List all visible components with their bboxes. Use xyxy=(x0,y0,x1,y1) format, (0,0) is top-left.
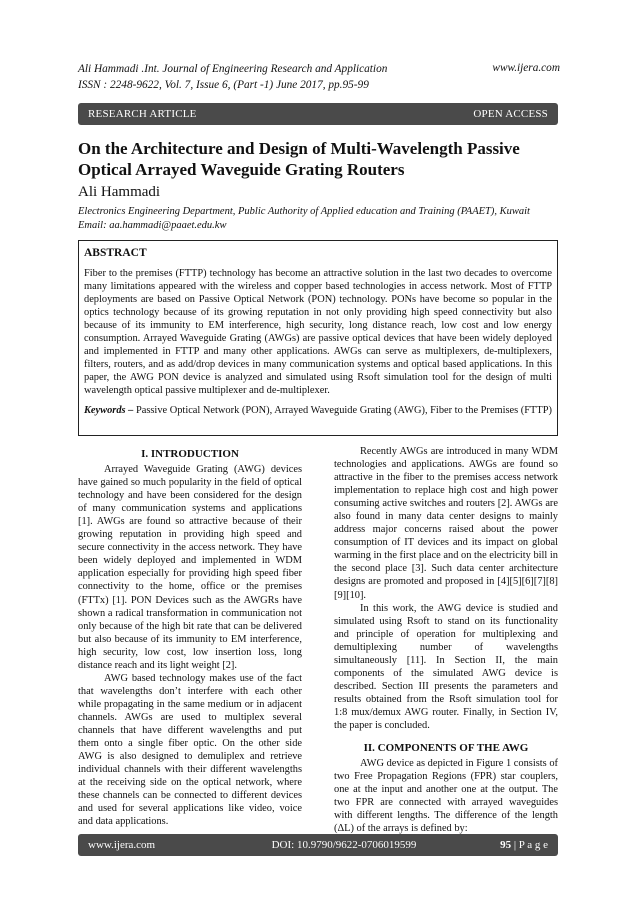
page-label: | P a g e xyxy=(511,839,548,851)
abstract-body: Fiber to the premises (FTTP) technology has become an attractive solution in the last two decades to overcome many limitations appeared with the wireless and copper based technologies in access network. Most of FTTP deployments are based on Passive Optical Network (PON) technology. PONs have become so popular in the optics technology because of its growing reputation in not only providing high speed connectivity but also because of its immunity to EM interference, high security, long distance reach, low cost and low energy consumption. Arrayed Waveguide Grating (AWGs) are passive optical devices that have been widely deployed and implemented in FTTP and many other applications. AWGs can serve as multiplexers, de-multiplexers, filters, routers, and as add/drop devices in many communication systems and optical based applications. In this paper, the AWG PON device is analyzed and simulated using Rsoft simulation tool for the design of multi wavelength optical passive multiplexer and de-multiplexer. xyxy=(84,268,552,396)
page-number xyxy=(500,839,548,851)
paragraph: Recently AWGs are introduced in many WDM technologies and applications. AWGs are found so attractive in the fiber to the premises access network implementation to replace high cost and high power consuming active switches and routers [2]. AWGs are also found in many data center designs to mainly address major concerns raised about the power consumption of IT devices and its impact on global warming in the first place and on the electricity bill in the second place [3]. Such data center architecture designs are promoted and proposed in [4][5][6][7][8][9][10]. xyxy=(334,446,558,601)
paragraph: AWG device as depicted in Figure 1 consists of two Free Propagation Regions (FPR) star couplers, one at the input and another one at the output. The two FPR are connected with arrayed waveguides with different lengths. The difference of the length (ΔL) of the arrays is defined by: xyxy=(334,758,558,835)
left-column xyxy=(78,445,302,828)
author-affiliation xyxy=(78,205,558,232)
abstract-heading: ABSTRACT xyxy=(84,247,147,259)
keywords-list: Passive Optical Network (PON), Arrayed Waveguide Grating (AWG), Fiber to the Premises (FTTP) xyxy=(133,405,552,416)
keywords-label: Keywords – xyxy=(84,405,134,416)
page-number-value: 95 xyxy=(500,839,512,851)
journal-citation: Ali Hammadi .Int. Journal of Engineering Research and Application xyxy=(78,63,388,75)
journal-header xyxy=(78,62,387,93)
journal-issn: ISSN : 2248-9622, Vol. 7, Issue 6, (Part -1) June 2017, pp.95-99 xyxy=(78,78,369,91)
right-column xyxy=(334,445,558,835)
article-type-banner xyxy=(78,103,558,125)
section-heading-components: II. COMPONENTS OF THE AWG xyxy=(363,742,529,755)
paragraph: AWG based technology makes use of the fact that wavelengths don’t interfere with each other while propagating in the same medium or in adjacent channels. AWGs are used to multiplex several channels that have different wavelengths and put them onto a single fiber optic. On the other side AWG is also designed to demuliplex and retrieve individual channels with their different wavelengths at the receiving side on the optical network, where these channels can be connected to different devices and used for several applications like video, voice and data applications. xyxy=(78,672,302,828)
open-access-label: OPEN ACCESS xyxy=(473,108,548,120)
paragraph: In this work, the AWG device is studied and simulated using Rsoft to stand on its functionality and principle of operation for multiplexing and demultiplexing number of wavelengths simultaneously [11]. In Section II, the main components of the simulated AWG device is described. Section III presents the parameters and results obtained from the Rsoft simulation tool for 1:8 mux/demux AWG router. Finally, in Section IV, the paper is concluded. xyxy=(334,602,558,731)
footer-doi[interactable]: DOI: 10.9790/9622-0706019599 xyxy=(271,839,417,851)
paragraph: Arrayed Waveguide Grating (AWG) devices have gained so much popularity in the field of optical technology and have been considered for the design of many communication systems and applications [1]. AWGs are found so attractive because of their growing reputation in providing high speed and secure connectivity in the access network. They have been widely deployed and implemented in WDM application especially for providing high speed fiber connectivity to the home, office or the premises (FTTx) [1]. PON Devices such as the AWGRs have shown a radical transformation in communication not only because of the high bit rate that can be delivered but also because of its immunity to EM interference, high security, low cost, low insertion loss, long distance reach and its light weight [2]. xyxy=(78,464,302,671)
author-email[interactable]: Email: aa.hammadi@paaet.edu.kw xyxy=(78,219,227,231)
abstract-box xyxy=(78,240,558,436)
paper-title: On the Architecture and Design of Multi-Wavelength Passive Optical Arrayed Waveguide Grating Routers xyxy=(78,139,520,179)
keywords xyxy=(84,404,552,417)
footer-website[interactable]: www.ijera.com xyxy=(88,839,156,851)
author-name: Ali Hammadi xyxy=(78,184,161,200)
article-type-label: RESEARCH ARTICLE xyxy=(88,108,197,120)
journal-website[interactable]: www.ijera.com xyxy=(492,62,560,74)
section-heading-introduction: I. INTRODUCTION xyxy=(141,448,239,460)
page-footer xyxy=(78,834,558,856)
affiliation-text: Electronics Engineering Department, Public Authority of Applied education and Training (PAAET), Kuwait xyxy=(78,206,530,217)
